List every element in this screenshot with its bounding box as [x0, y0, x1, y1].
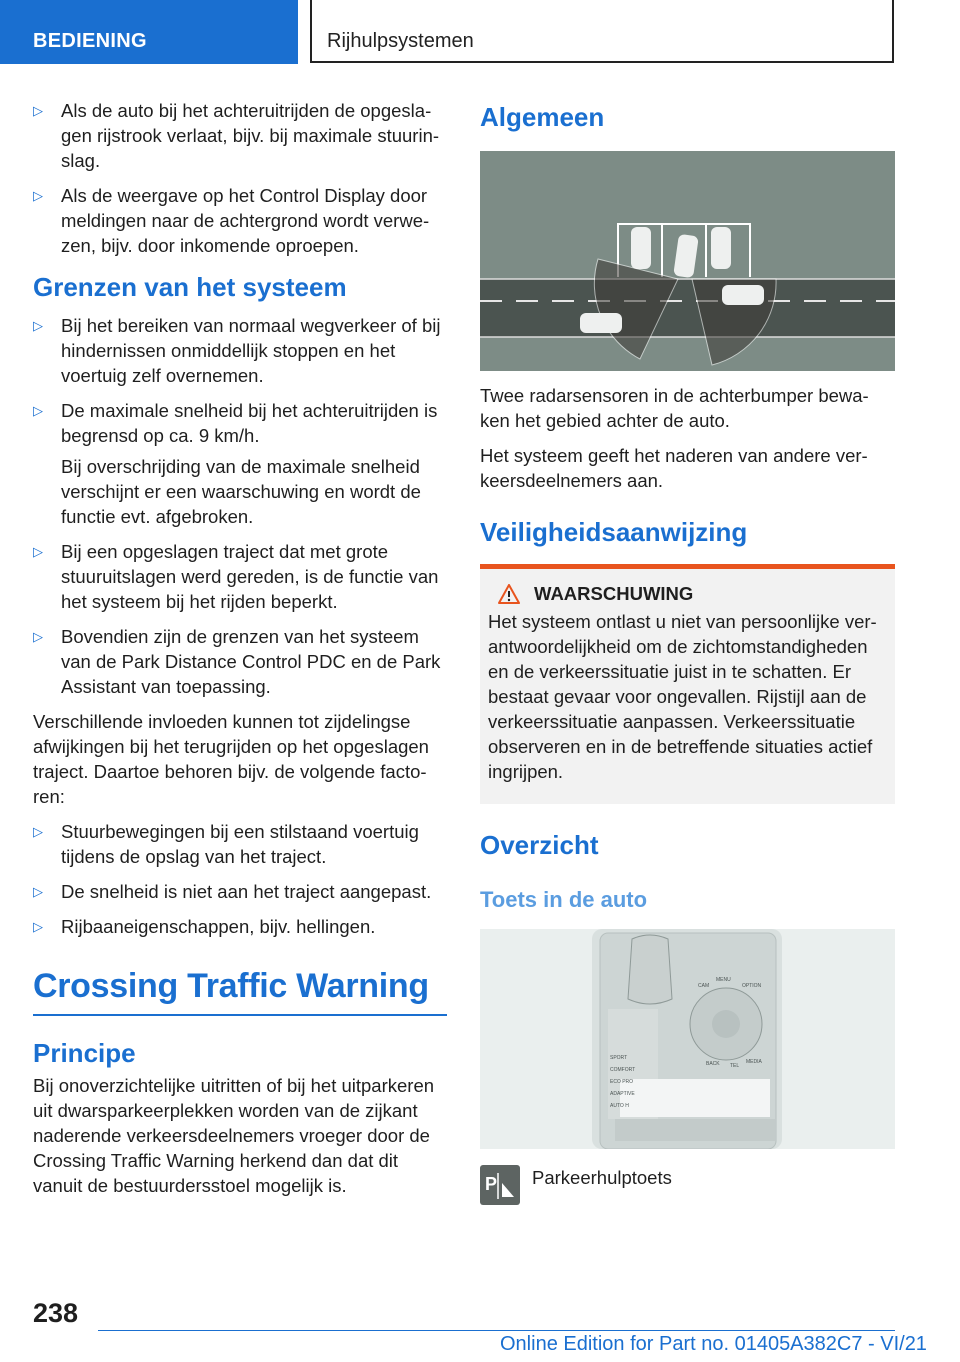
warning-text: Het systeem ontlast u niet van persoonlijke ver-antwoordelijkheid om de zichtomstandigheden en de verkeerssituatie juist in te schatten. Er bestaat gevaar voor ongevallen. Rijstijl aan de verkeerssituatie aanpassen. Verkeerssituatie observeren en in de betreffende situaties actief ingrijpen.: [488, 611, 877, 782]
chapter-box: [310, 0, 894, 63]
footer-rule: [98, 1330, 895, 1331]
section-tab: [0, 0, 298, 64]
list-item: ▷ Als de auto bij het achteruitrijden de opgesla-gen rijstrook verlaat, bijv. bij maximale stuurin-slag.: [33, 100, 440, 171]
chapter-heading: Crossing Traffic Warning: [33, 967, 429, 1005]
list-item: ▷ Als de weergave op het Control Display door meldingen naar de achtergrond wordt verwe-zen, bijv. door inkomende oproepen.: [33, 185, 430, 256]
list-item: ▷ De maximale snelheid bij het achteruitrijden is begrensd op ca. 9 km/h.: [33, 400, 438, 446]
console-photo: [480, 929, 895, 1149]
list-item: ▷ Rijbaaneigenschappen, bijv. hellingen.: [33, 916, 376, 937]
triangle-bullet-icon: ▷: [33, 544, 43, 559]
list-item: ▷ Bij het bereiken van normaal wegverkeer of bij hindernissen onmiddellijk stoppen en het voertuig zelf overnemen.: [33, 315, 441, 386]
parking-key-legend: [480, 1165, 895, 1205]
triangle-bullet-icon: ▷: [33, 919, 43, 934]
paragraph: Verschillende invloeden kunnen tot zijdelingse afwijkingen bij het terugrijden op het opgeslagen traject. Daartoe behoren bijv. de volgende facto-ren:: [33, 711, 429, 807]
left-column: [33, 98, 447, 1208]
section-heading: Grenzen van het systeem: [33, 272, 347, 302]
console-label: MENU: [716, 977, 731, 983]
list-item: ▷ Bij een opgeslagen traject dat met grote stuuruitslagen werd gereden, is de functie van het systeem bij het rijden beperkt.: [33, 541, 439, 612]
list-item: ▷ Bovendien zijn de grenzen van het systeem van de Park Distance Control PDC en de Park Assistant van toepassing.: [33, 626, 441, 697]
right-column: [480, 98, 895, 1205]
triangle-bullet-icon: ▷: [33, 629, 43, 644]
triangle-bullet-icon: ▷: [33, 103, 43, 118]
console-label: MEDIA: [746, 1059, 762, 1065]
list-item: ▷ De snelheid is niet aan het traject aangepast.: [33, 881, 432, 902]
heading-rule: [33, 1014, 447, 1016]
list-item: ▷ Stuurbewegingen bij een stilstaand voertuig tijdens de opslag van het traject.: [33, 821, 419, 867]
section-heading: Algemeen: [480, 102, 605, 132]
warning-title: WAARSCHUWING: [498, 583, 887, 605]
console-label: ADAPTIVE: [610, 1091, 635, 1097]
paragraph: Het systeem geeft het naderen van andere ver-keersdeelnemers aan.: [480, 445, 868, 491]
console-label: CAM: [698, 983, 710, 989]
radar-diagram: [480, 151, 895, 371]
paragraph: Twee radarsensoren in de achterbumper bewa-ken het gebied achter de auto.: [480, 385, 869, 431]
subsection-heading: Toets in de auto: [480, 887, 648, 912]
console-label: SPORT: [610, 1055, 628, 1061]
console-label: COMFORT: [610, 1067, 636, 1073]
page-number: 238: [33, 1298, 79, 1328]
console-label: ECO PRO: [610, 1079, 634, 1085]
console-label: BACK: [706, 1061, 720, 1067]
parking-assist-icon: [480, 1165, 520, 1205]
warning-box: [480, 564, 895, 804]
section-heading: Overzicht: [480, 830, 599, 860]
parking-key-label: Parkeerhulptoets: [532, 1167, 672, 1188]
triangle-bullet-icon: ▷: [33, 824, 43, 839]
console-label: OPTION: [742, 983, 762, 989]
svg-text:P: P: [485, 1174, 498, 1194]
warning-triangle-icon: [498, 584, 520, 604]
triangle-bullet-icon: ▷: [33, 318, 43, 333]
chapter-label: Rijhulpsystemen: [327, 30, 474, 52]
console-illustration: [480, 929, 895, 1149]
triangle-bullet-icon: ▷: [33, 884, 43, 899]
sub-paragraph: Bij overschrijding van de maximale snelheid verschijnt er een waarschuwing en wordt de functie evt. afgebroken.: [61, 456, 421, 527]
triangle-bullet-icon: ▷: [33, 188, 43, 203]
triangle-bullet-icon: ▷: [33, 403, 43, 418]
section-heading: Principe: [33, 1038, 136, 1068]
paragraph: Bij onoverzichtelijke uitritten of bij het uitparkeren uit dwarsparkeerplekken worden van de zijkant naderende verkeersdeelnemers vroeger door de Crossing Traffic Warning herkend dan dat dit vanuit de bestuurdersstoel mogelijk is.: [33, 1075, 435, 1196]
section-label: BEDIENING: [33, 30, 147, 52]
console-label: TEL: [730, 1063, 740, 1069]
footer-edition: Online Edition for Part no. 01405A382C7 - VI/21: [500, 1333, 927, 1355]
section-heading: Veiligheidsaanwijzing: [480, 517, 748, 547]
radar-illustration: [480, 151, 895, 371]
console-label: AUTO H: [610, 1103, 629, 1109]
